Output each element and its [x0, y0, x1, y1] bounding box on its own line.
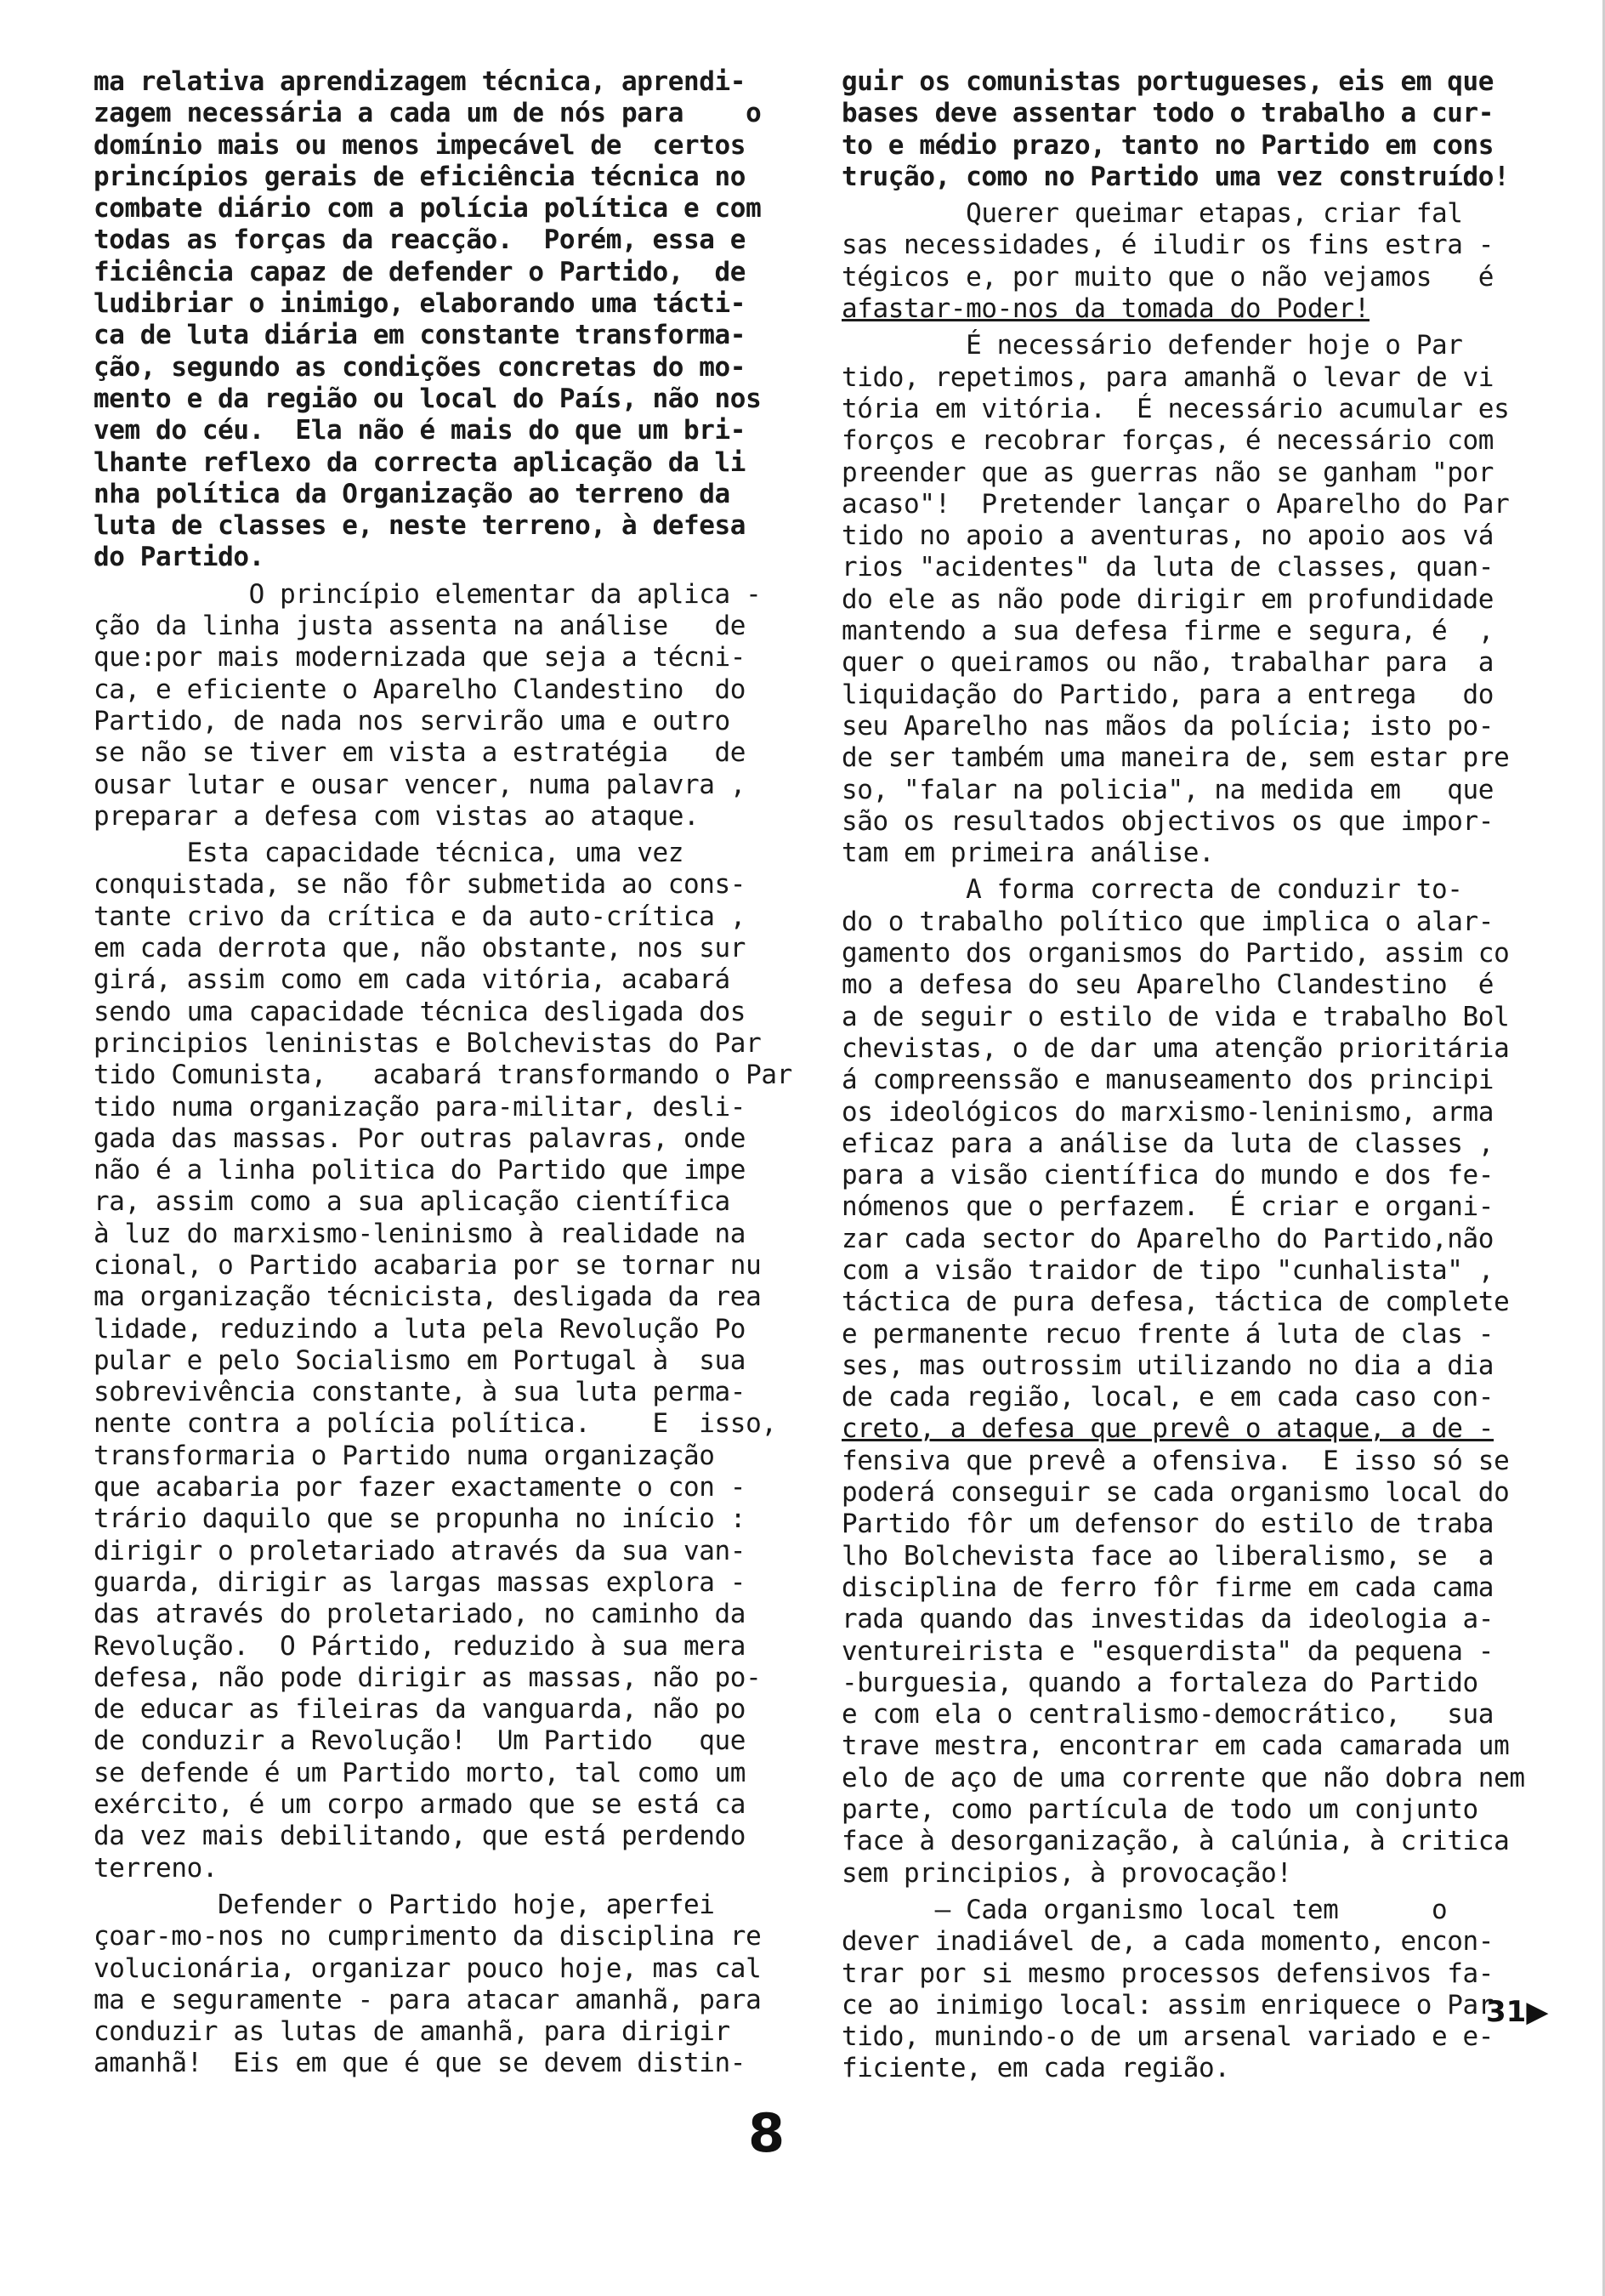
left-column-line: domínio mais ou menos impecável de certos — [94, 129, 746, 161]
right-column-line: tido, munindo-o de um arsenal variado e e- — [842, 2021, 1494, 2053]
left-column-line: çoar-mo-nos no cumprimento da disciplina re — [94, 1921, 762, 1952]
right-column-line: elo de aço de uma corrente que não dobra nem — [842, 1762, 1525, 1793]
left-column-line: ma relativa aprendizagem técnica, aprendi- — [94, 66, 746, 97]
left-column-line: guarda, dirigir as largas massas explora - — [94, 1566, 746, 1598]
right-column-line: e permanente recuo frente á luta de clas - — [842, 1318, 1494, 1350]
right-column-line: mo a defesa do seu Aparelho Clandestino é — [842, 969, 1494, 1001]
right-column-line: mantendo a sua defesa firme e segura, é , — [842, 616, 1494, 647]
left-column-line: vem do céu. Ela não é mais do que um bri- — [94, 415, 746, 446]
right-column-line: trave mestra, encontrar em cada camarada um — [842, 1731, 1510, 1762]
left-column-line: das através do proletariado, no caminho da — [94, 1599, 746, 1630]
left-column-line: lhante reflexo da correcta aplicação da li — [94, 446, 746, 478]
left-column-line: que:por mais modernizada que seja a técni- — [94, 642, 746, 673]
left-column-line: volucionária, organizar pouco hoje, mas cal — [94, 1952, 762, 1984]
right-column-line: sem principios, à provocação! — [842, 1857, 1292, 1889]
left-column-line: pular e pelo Socialismo em Portugal à sua — [94, 1344, 746, 1376]
left-column-line: O princípio elementar da aplica - — [94, 578, 762, 610]
right-column-line: de ser também uma maneira de, sem estar pre — [842, 742, 1510, 774]
right-column-line: tido, repetimos, para amanhã o levar de vi — [842, 361, 1494, 393]
left-column-line: ludibriar o inimigo, elaborando uma tácti- — [94, 288, 746, 320]
left-column-line: ca, e eficiente o Aparelho Clandestino do — [94, 673, 746, 705]
right-column-line: face à desorganização, à calúnia, à critica — [842, 1826, 1510, 1857]
left-column-line: lidade, reduzindo a luta pela Revolução Po — [94, 1313, 746, 1344]
right-column-line: fensiva que prevê a ofensiva. E isso só se — [842, 1445, 1510, 1476]
right-column-line: — Cada organismo local tem o — [842, 1894, 1448, 1925]
right-column-line: gamento dos organismos do Partido, assim co — [842, 938, 1510, 969]
right-column-line: trução, como no Partido uma vez construído! — [842, 161, 1510, 192]
right-column-line: ficiente, em cada região. — [842, 2053, 1230, 2084]
right-column-line: ventureirista e "esquerdista" da pequena - — [842, 1635, 1494, 1667]
right-column-line: so, "falar na policia", na medida em que — [842, 774, 1494, 805]
left-column-line: que acabaria por fazer exactamente o con - — [94, 1472, 746, 1503]
left-column-line: nente contra a polícia política. E isso, — [94, 1408, 777, 1440]
right-column-line: bases deve assentar todo o trabalho a cur- — [842, 98, 1494, 129]
left-column-line: de educar as fileiras da vanguarda, não po — [94, 1694, 746, 1725]
right-column — [842, 66, 1564, 2085]
left-column-line: sendo uma capacidade técnica desligada dos — [94, 996, 746, 1027]
left-column-line: não é a linha politica do Partido que impe — [94, 1155, 746, 1186]
right-column-line: e com ela o centralismo-democrático, sua — [842, 1699, 1494, 1731]
right-column-line: afastar-mo-nos da tomada do Poder! — [842, 293, 1370, 325]
left-column-line: terreno. — [94, 1852, 218, 1884]
left-column-line: transformaria o Partido numa organização — [94, 1440, 715, 1471]
right-column-line: liquidação do Partido, para a entrega do — [842, 679, 1494, 710]
right-column-line: quer o queiramos ou não, trabalhar para a — [842, 647, 1494, 679]
left-column-line: tido numa organização para-militar, desli- — [94, 1091, 746, 1122]
right-column-line: É necessário defender hoje o Par — [842, 330, 1463, 361]
left-column-line: exército, é um corpo armado que se está ca — [94, 1789, 746, 1821]
right-column-line: A forma correcta de conduzir to- — [842, 874, 1463, 906]
left-column-line: se não se tiver em vista a estratégia de — [94, 737, 746, 769]
left-column-line: amanhã! Eis em que é que se devem distin- — [94, 2048, 746, 2079]
left-column-line: zagem necessária a cada um de nós para o — [94, 98, 762, 129]
left-column-line: todas as forças da reacção. Porém, essa e — [94, 224, 746, 256]
right-column-line: ses, mas outrossim utilizando no dia a dia — [842, 1350, 1494, 1381]
left-column-line: ca de luta diária em constante transforma- — [94, 320, 746, 351]
right-column-line: os ideológicos do marxismo-leninismo, arma — [842, 1096, 1494, 1128]
right-column-line: para a visão científica do mundo e dos fe- — [842, 1160, 1494, 1191]
left-column-line: defesa, não pode dirigir as massas, não po- — [94, 1662, 762, 1693]
right-column-line: são os resultados objectivos os que impor- — [842, 805, 1494, 837]
left-column-line: em cada derrota que, não obstante, nos sur — [94, 933, 746, 964]
left-column-line: dirigir o proletariado através da sua van- — [94, 1535, 746, 1566]
right-column-line: creto, a defesa que prevê o ataque, a de - — [842, 1413, 1494, 1445]
right-column-line: zar cada sector do Aparelho do Partido,não — [842, 1223, 1494, 1254]
left-column-line: Partido, de nada nos servirão uma e outro — [94, 705, 730, 736]
right-column-line: rada quando das investidas da ideologia a- — [842, 1604, 1494, 1635]
left-column-line: da vez mais debilitando, que está perdendo — [94, 1821, 746, 1852]
left-column-line: Revolução. O Pártido, reduzido à sua mera — [94, 1630, 746, 1662]
left-column-line: ousar lutar e ousar vencer, numa palavra , — [94, 769, 746, 800]
right-column-line: tam em primeira análise. — [842, 838, 1215, 869]
right-column-line: tido no apoio a aventuras, no apoio aos vá — [842, 520, 1494, 552]
right-column-line: Partido fôr um defensor do estilo de traba — [842, 1509, 1494, 1540]
right-column-line: de cada região, local, e em cada caso con- — [842, 1382, 1494, 1413]
left-column-line: girá, assim como em cada vitória, acabará — [94, 964, 730, 996]
right-column-line: com a visão traidor de tipo "cunhalista" , — [842, 1254, 1494, 1286]
right-column-line: trar por si mesmo processos defensivos fa- — [842, 1958, 1494, 1989]
right-column-line: do o trabalho político que implica o alar- — [842, 906, 1494, 937]
right-column-line: acaso"! Pretender lançar o Aparelho do Par — [842, 488, 1510, 520]
left-column-line: conduzir as lutas de amanhã, para dirigir — [94, 2016, 730, 2048]
left-column-line: gada das massas. Por outras palavras, onde — [94, 1122, 746, 1154]
left-column-line: ção, segundo as condições concretas do mo- — [94, 351, 746, 383]
page-number: 8 — [748, 2102, 787, 2164]
continuation-marker: 31▶ — [1486, 1995, 1549, 2029]
right-column-line: disciplina de ferro fôr firme em cada cama — [842, 1571, 1494, 1603]
right-column-line: lho Bolchevista face ao liberalismo, se a — [842, 1540, 1494, 1571]
left-column-line: ma organização técnicista, desligada da rea — [94, 1282, 762, 1313]
left-column-line: preparar a defesa com vistas ao ataque. — [94, 800, 700, 832]
left-column-line: princípios gerais de eficiência técnica no — [94, 161, 746, 192]
left-column-line: trário daquilo que se propunha no início : — [94, 1503, 746, 1535]
right-column-line: -burguesia, quando a fortaleza do Partido — [842, 1667, 1478, 1698]
left-column-line: ra, assim como a sua aplicação científica — [94, 1186, 730, 1218]
left-column-line: combate diário com a polícia política e com — [94, 193, 762, 224]
left-column-line: sobrevivência constante, à sua luta perma- — [94, 1377, 746, 1408]
right-column-line: forços e recobrar forças, é necessário com — [842, 425, 1494, 457]
right-column-line: poderá conseguir se cada organismo local do — [842, 1477, 1510, 1509]
right-column-line: do ele as não pode dirigir em profundidade — [842, 583, 1494, 615]
left-column — [94, 66, 816, 2080]
right-column-line: parte, como partícula de todo um conjunto — [842, 1794, 1478, 1826]
left-column-line: tante crivo da crítica e da auto-crítica , — [94, 901, 746, 932]
right-column-line: dever inadiável de, a cada momento, encon- — [842, 1926, 1494, 1958]
left-column-line: ção da linha justa assenta na análise de — [94, 611, 746, 642]
right-column-line: nómenos que o perfazem. É criar e organi- — [842, 1191, 1494, 1223]
left-column-line: à luz do marxismo-leninismo à realidade na — [94, 1218, 746, 1249]
left-column-line: nha política da Organização ao terreno da — [94, 478, 730, 509]
right-column-line: to e médio prazo, tanto no Partido em cons — [842, 129, 1494, 161]
left-column-line: tido Comunista, acabará transformando o Par — [94, 1060, 792, 1091]
right-column-line: preender que as guerras não se ganham "por — [842, 457, 1494, 488]
left-column-line: cional, o Partido acabaria por se tornar nu — [94, 1249, 762, 1281]
left-column-line: Esta capacidade técnica, uma vez — [94, 838, 684, 869]
left-column-line: conquistada, se não fôr submetida ao cons- — [94, 869, 746, 901]
right-column-line: táctica de pura defesa, táctica de complete — [842, 1287, 1510, 1318]
left-column-line: Defender o Partido hoje, aperfei — [94, 1889, 715, 1920]
right-column-line: eficaz para a análise da luta de classes , — [842, 1128, 1494, 1159]
right-column-line: ce ao inimigo local: assim enriquece o Par — [842, 1989, 1494, 2020]
right-column-line: a de seguir o estilo de vida e trabalho Bol — [842, 1001, 1510, 1032]
left-column-line: luta de classes e, neste terreno, à defesa — [94, 510, 746, 542]
right-column-line: guir os comunistas portugueses, eis em que — [842, 66, 1494, 97]
left-column-line: principios leninistas e Bolchevistas do Par — [94, 1027, 762, 1059]
right-column-line: rios "acidentes" da luta de classes, quan- — [842, 552, 1494, 583]
left-column-line: mento e da região ou local do País, não nos — [94, 383, 762, 414]
right-column-line: á compreenssão e manuseamento dos principi — [842, 1065, 1494, 1096]
right-column-line: Querer queimar etapas, criar fal — [842, 198, 1463, 230]
left-column-line: se defende é um Partido morto, tal como um — [94, 1757, 746, 1788]
right-column-line: sas necessidades, é iludir os fins estra - — [842, 230, 1494, 261]
left-column-line: ma e seguramente - para atacar amanhã, para — [94, 1984, 762, 2015]
right-column-line: seu Aparelho nas mãos da polícia; isto po- — [842, 710, 1494, 742]
right-column-line: tégicos e, por muito que o não vejamos é — [842, 261, 1494, 293]
left-column-line: de conduzir a Revolução! Um Partido que — [94, 1725, 746, 1757]
right-column-line: chevistas, o de dar uma atenção prioritária — [842, 1032, 1510, 1064]
left-column-line: do Partido. — [94, 542, 264, 573]
left-column-line: ficiência capaz de defender o Partido, de — [94, 256, 746, 287]
right-column-line: tória em vitória. É necessário acumular es — [842, 393, 1510, 424]
